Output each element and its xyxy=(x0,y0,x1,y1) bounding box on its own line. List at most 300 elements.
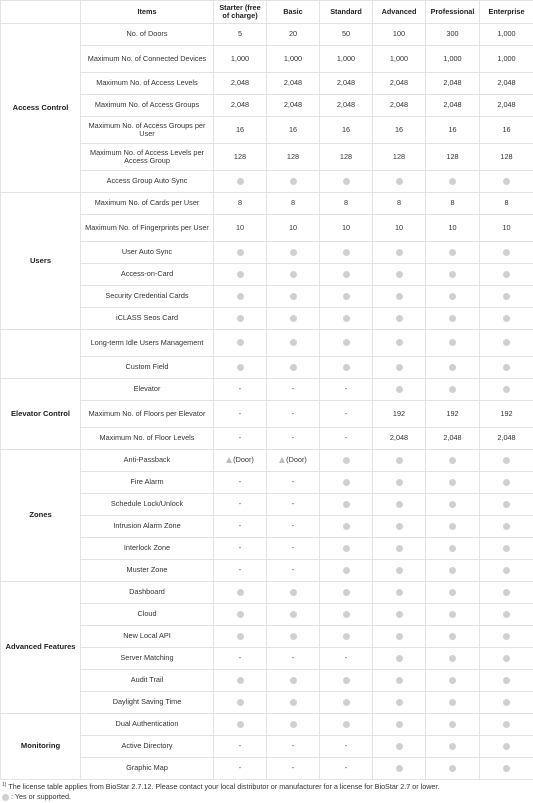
value-cell xyxy=(373,264,426,286)
value-cell xyxy=(214,582,267,604)
supported-dot-icon xyxy=(290,178,297,185)
value-cell: 8 xyxy=(267,193,320,215)
value-cell xyxy=(373,308,426,330)
table-row xyxy=(1,626,533,648)
value-cell xyxy=(214,670,267,692)
value-cell: - xyxy=(214,516,267,538)
value-cell xyxy=(214,242,267,264)
supported-dot-icon xyxy=(343,523,350,530)
value-cell: 50 xyxy=(320,24,373,46)
item-cell: Maximum No. of Fingerprints per User xyxy=(81,215,214,242)
value-cell xyxy=(320,670,373,692)
value-cell: - xyxy=(267,648,320,670)
value-cell xyxy=(373,582,426,604)
value-cell xyxy=(480,450,533,472)
partial-label: (Door) xyxy=(233,455,254,464)
table-row xyxy=(1,286,533,308)
header-edition-standard: Standard xyxy=(320,1,373,24)
value-cell xyxy=(426,604,480,626)
item-cell: New Local API xyxy=(81,626,214,648)
value-cell xyxy=(373,736,426,758)
value-cell: 2,048 xyxy=(426,428,480,450)
table-row xyxy=(1,171,533,193)
value-cell xyxy=(320,714,373,736)
value-cell: 1,000 xyxy=(320,46,373,73)
value-cell xyxy=(373,626,426,648)
value-cell xyxy=(426,516,480,538)
value-cell: 2,048 xyxy=(214,73,267,95)
supported-dot-icon xyxy=(290,699,297,706)
supported-dot-icon xyxy=(237,271,244,278)
supported-dot-icon xyxy=(449,655,456,662)
supported-dot-icon xyxy=(396,523,403,530)
table-row xyxy=(1,24,533,46)
supported-dot-icon xyxy=(343,178,350,185)
value-cell xyxy=(426,626,480,648)
supported-dot-icon xyxy=(449,677,456,684)
value-cell: - xyxy=(320,736,373,758)
item-cell: Security Credential Cards xyxy=(81,286,214,308)
value-cell: 1,000 xyxy=(267,46,320,73)
item-cell: Cloud xyxy=(81,604,214,626)
supported-dot-icon xyxy=(290,633,297,640)
supported-dot-icon xyxy=(449,523,456,530)
supported-dot-icon xyxy=(503,479,510,486)
value-cell xyxy=(214,308,267,330)
supported-dot-icon xyxy=(396,386,403,393)
category-cell: Access Control xyxy=(1,24,81,193)
value-cell xyxy=(373,670,426,692)
value-cell xyxy=(267,450,320,472)
supported-dot-icon xyxy=(503,655,510,662)
value-cell: 192 xyxy=(480,401,533,428)
item-cell: Access-on-Card xyxy=(81,264,214,286)
supported-dot-icon xyxy=(449,633,456,640)
value-cell xyxy=(480,242,533,264)
value-cell: - xyxy=(214,736,267,758)
value-cell xyxy=(373,648,426,670)
supported-dot-icon xyxy=(503,677,510,684)
supported-dot-icon xyxy=(503,589,510,596)
table-row xyxy=(1,117,533,144)
supported-dot-icon xyxy=(396,765,403,772)
value-cell xyxy=(373,538,426,560)
value-cell: 128 xyxy=(373,144,426,171)
value-cell: 2,048 xyxy=(426,95,480,117)
table-row xyxy=(1,264,533,286)
value-cell xyxy=(320,450,373,472)
supported-dot-icon xyxy=(290,249,297,256)
supported-dot-icon xyxy=(343,633,350,640)
value-cell: 2,048 xyxy=(480,73,533,95)
value-cell: 10 xyxy=(320,215,373,242)
value-cell xyxy=(320,582,373,604)
supported-dot-icon xyxy=(396,364,403,371)
supported-dot-icon xyxy=(343,501,350,508)
value-cell xyxy=(426,494,480,516)
value-cell xyxy=(320,286,373,308)
supported-dot-icon xyxy=(503,765,510,772)
supported-dot-icon xyxy=(343,293,350,300)
supported-dot-icon xyxy=(503,501,510,508)
value-cell xyxy=(320,516,373,538)
value-cell xyxy=(426,538,480,560)
value-cell xyxy=(267,171,320,193)
value-cell xyxy=(214,286,267,308)
supported-dot-icon xyxy=(290,315,297,322)
value-cell xyxy=(214,692,267,714)
value-cell: 300 xyxy=(426,24,480,46)
supported-dot-icon xyxy=(396,249,403,256)
item-cell: Dashboard xyxy=(81,582,214,604)
table-row xyxy=(1,308,533,330)
value-cell: 10 xyxy=(426,215,480,242)
value-cell: - xyxy=(267,538,320,560)
supported-dot-icon xyxy=(343,677,350,684)
value-cell xyxy=(267,626,320,648)
item-cell: Custom Field xyxy=(81,357,214,379)
value-cell xyxy=(267,670,320,692)
value-cell: 2,048 xyxy=(373,73,426,95)
value-cell xyxy=(426,242,480,264)
value-cell xyxy=(320,472,373,494)
item-cell: Intrusion Alarm Zone xyxy=(81,516,214,538)
supported-dot-icon xyxy=(396,178,403,185)
supported-dot-icon xyxy=(449,765,456,772)
value-cell xyxy=(426,670,480,692)
item-cell: Maximum No. of Access Groups per User xyxy=(81,117,214,144)
value-cell: 8 xyxy=(480,193,533,215)
supported-dot-icon xyxy=(290,339,297,346)
item-cell: Interlock Zone xyxy=(81,538,214,560)
item-cell: No. of Doors xyxy=(81,24,214,46)
supported-dot-icon xyxy=(396,457,403,464)
value-cell: 2,048 xyxy=(267,95,320,117)
item-cell: Maximum No. of Floors per Elevator xyxy=(81,401,214,428)
table-row xyxy=(1,714,533,736)
value-cell xyxy=(480,538,533,560)
value-cell xyxy=(267,604,320,626)
supported-dot-icon xyxy=(396,677,403,684)
partial-triangle-icon xyxy=(279,457,285,463)
value-cell xyxy=(373,286,426,308)
item-cell: iCLASS Seos Card xyxy=(81,308,214,330)
supported-dot-icon xyxy=(237,339,244,346)
footnote-mark: 1) xyxy=(2,782,6,788)
value-cell: 1,000 xyxy=(480,24,533,46)
supported-dot-icon xyxy=(237,677,244,684)
supported-dot-icon xyxy=(2,794,9,801)
item-cell: User Auto Sync xyxy=(81,242,214,264)
header-edition-advanced: Advanced xyxy=(373,1,426,24)
value-cell xyxy=(373,604,426,626)
supported-dot-icon xyxy=(290,677,297,684)
legend-text: : Yes or supported. xyxy=(11,792,71,801)
value-cell: - xyxy=(214,494,267,516)
value-cell: 20 xyxy=(267,24,320,46)
table-row xyxy=(1,95,533,117)
table-row xyxy=(1,215,533,242)
table-row xyxy=(1,582,533,604)
table-row xyxy=(1,193,533,215)
legend xyxy=(2,792,533,802)
value-cell: - xyxy=(320,428,373,450)
value-cell xyxy=(480,758,533,780)
table-row xyxy=(1,401,533,428)
value-cell xyxy=(320,308,373,330)
supported-dot-icon xyxy=(290,364,297,371)
supported-dot-icon xyxy=(449,545,456,552)
item-cell: Maximum No. of Cards per User xyxy=(81,193,214,215)
value-cell xyxy=(426,736,480,758)
value-cell: - xyxy=(267,516,320,538)
item-cell: Schedule Lock/Unlock xyxy=(81,494,214,516)
table-row xyxy=(1,428,533,450)
value-cell: 2,048 xyxy=(480,95,533,117)
value-cell xyxy=(214,330,267,357)
value-cell xyxy=(320,357,373,379)
value-cell: 128 xyxy=(267,144,320,171)
value-cell: - xyxy=(320,379,373,401)
value-cell xyxy=(426,758,480,780)
table-row xyxy=(1,648,533,670)
supported-dot-icon xyxy=(449,501,456,508)
supported-dot-icon xyxy=(503,633,510,640)
value-cell xyxy=(480,171,533,193)
item-cell: Audit Trail xyxy=(81,670,214,692)
supported-dot-icon xyxy=(396,633,403,640)
value-cell xyxy=(480,516,533,538)
supported-dot-icon xyxy=(343,271,350,278)
value-cell: 16 xyxy=(214,117,267,144)
value-cell: - xyxy=(267,758,320,780)
header-row xyxy=(1,1,533,24)
table-row xyxy=(1,516,533,538)
value-cell xyxy=(373,450,426,472)
category-cell: Monitoring xyxy=(1,714,81,780)
value-cell xyxy=(480,494,533,516)
item-cell: Anti-Passback xyxy=(81,450,214,472)
category-cell: Zones xyxy=(1,450,81,582)
header-edition-basic: Basic xyxy=(267,1,320,24)
supported-dot-icon xyxy=(343,721,350,728)
value-cell xyxy=(480,379,533,401)
value-cell xyxy=(214,714,267,736)
value-cell: - xyxy=(214,648,267,670)
table-row xyxy=(1,670,533,692)
supported-dot-icon xyxy=(237,633,244,640)
supported-dot-icon xyxy=(503,178,510,185)
value-cell xyxy=(480,648,533,670)
value-cell: 16 xyxy=(373,117,426,144)
supported-dot-icon xyxy=(449,293,456,300)
supported-dot-icon xyxy=(449,457,456,464)
item-cell: Active Directory xyxy=(81,736,214,758)
table-row xyxy=(1,46,533,73)
supported-dot-icon xyxy=(503,523,510,530)
value-cell xyxy=(214,357,267,379)
supported-dot-icon xyxy=(503,457,510,464)
value-cell: - xyxy=(267,736,320,758)
value-cell xyxy=(426,286,480,308)
table-row xyxy=(1,758,533,780)
item-cell: Maximum No. of Access Levels xyxy=(81,73,214,95)
value-cell: 10 xyxy=(480,215,533,242)
item-cell: Long-term Idle Users Management xyxy=(81,330,214,357)
value-cell xyxy=(426,582,480,604)
item-cell: Access Group Auto Sync xyxy=(81,171,214,193)
table-row xyxy=(1,450,533,472)
supported-dot-icon xyxy=(237,611,244,618)
partial-label: (Door) xyxy=(286,455,307,464)
supported-dot-icon xyxy=(449,271,456,278)
supported-dot-icon xyxy=(290,271,297,278)
value-cell xyxy=(426,648,480,670)
value-cell xyxy=(373,242,426,264)
value-cell xyxy=(373,758,426,780)
supported-dot-icon xyxy=(290,293,297,300)
value-cell: 8 xyxy=(373,193,426,215)
table-row xyxy=(1,604,533,626)
value-cell: 192 xyxy=(426,401,480,428)
supported-dot-icon xyxy=(396,589,403,596)
supported-dot-icon xyxy=(396,271,403,278)
value-cell: - xyxy=(214,758,267,780)
value-cell xyxy=(320,171,373,193)
value-cell: 5 xyxy=(214,24,267,46)
value-cell: 128 xyxy=(320,144,373,171)
supported-dot-icon xyxy=(237,364,244,371)
value-cell xyxy=(267,330,320,357)
category-cell: Elevator Control xyxy=(1,379,81,450)
supported-dot-icon xyxy=(449,699,456,706)
supported-dot-icon xyxy=(343,479,350,486)
value-cell: 128 xyxy=(214,144,267,171)
value-cell: - xyxy=(214,428,267,450)
supported-dot-icon xyxy=(449,721,456,728)
supported-dot-icon xyxy=(503,339,510,346)
supported-dot-icon xyxy=(449,178,456,185)
value-cell xyxy=(480,286,533,308)
value-cell xyxy=(373,171,426,193)
partial-triangle-icon xyxy=(226,457,232,463)
supported-dot-icon xyxy=(503,249,510,256)
value-cell xyxy=(480,264,533,286)
supported-dot-icon xyxy=(343,339,350,346)
footnote xyxy=(2,782,533,792)
value-cell xyxy=(267,692,320,714)
value-cell xyxy=(480,582,533,604)
value-cell xyxy=(373,330,426,357)
value-cell xyxy=(267,308,320,330)
table-row xyxy=(1,736,533,758)
value-cell xyxy=(480,472,533,494)
item-cell: Server Matching xyxy=(81,648,214,670)
value-cell xyxy=(373,379,426,401)
supported-dot-icon xyxy=(237,721,244,728)
supported-dot-icon xyxy=(396,699,403,706)
value-cell xyxy=(214,450,267,472)
value-cell xyxy=(480,692,533,714)
supported-dot-icon xyxy=(449,589,456,596)
value-cell xyxy=(480,308,533,330)
value-cell xyxy=(320,626,373,648)
supported-dot-icon xyxy=(290,589,297,596)
supported-dot-icon xyxy=(343,545,350,552)
value-cell: - xyxy=(267,428,320,450)
supported-dot-icon xyxy=(237,315,244,322)
supported-dot-icon xyxy=(396,315,403,322)
value-cell xyxy=(373,692,426,714)
table-row xyxy=(1,560,533,582)
header-items: Items xyxy=(81,1,214,24)
value-cell xyxy=(480,626,533,648)
supported-dot-icon xyxy=(396,743,403,750)
supported-dot-icon xyxy=(290,721,297,728)
value-cell: 16 xyxy=(426,117,480,144)
value-cell: 192 xyxy=(373,401,426,428)
value-cell xyxy=(267,714,320,736)
table-row xyxy=(1,379,533,401)
supported-dot-icon xyxy=(503,721,510,728)
supported-dot-icon xyxy=(396,545,403,552)
supported-dot-icon xyxy=(343,315,350,322)
value-cell: 100 xyxy=(373,24,426,46)
value-cell xyxy=(267,242,320,264)
table-row xyxy=(1,692,533,714)
value-cell: 2,048 xyxy=(426,73,480,95)
value-cell: - xyxy=(214,401,267,428)
supported-dot-icon xyxy=(503,364,510,371)
value-cell xyxy=(426,379,480,401)
value-cell xyxy=(480,357,533,379)
value-cell xyxy=(214,604,267,626)
value-cell xyxy=(267,264,320,286)
value-cell xyxy=(320,264,373,286)
value-cell: - xyxy=(214,379,267,401)
value-cell xyxy=(373,560,426,582)
value-cell xyxy=(214,626,267,648)
value-cell xyxy=(267,286,320,308)
notes xyxy=(0,780,533,803)
supported-dot-icon xyxy=(237,699,244,706)
supported-dot-icon xyxy=(237,178,244,185)
supported-dot-icon xyxy=(503,545,510,552)
supported-dot-icon xyxy=(396,655,403,662)
supported-dot-icon xyxy=(396,721,403,728)
value-cell xyxy=(214,264,267,286)
supported-dot-icon xyxy=(449,386,456,393)
item-cell: Muster Zone xyxy=(81,560,214,582)
value-cell xyxy=(320,330,373,357)
value-cell: - xyxy=(267,560,320,582)
category-cell xyxy=(1,330,81,379)
value-cell xyxy=(426,560,480,582)
value-cell xyxy=(426,357,480,379)
value-cell: - xyxy=(214,472,267,494)
value-cell xyxy=(373,494,426,516)
supported-dot-icon xyxy=(396,567,403,574)
supported-dot-icon xyxy=(449,567,456,574)
item-cell: Maximum No. of Access Levels per Access Group xyxy=(81,144,214,171)
value-cell: 8 xyxy=(426,193,480,215)
supported-dot-icon xyxy=(290,611,297,618)
value-cell: 10 xyxy=(214,215,267,242)
supported-dot-icon xyxy=(449,611,456,618)
value-cell: - xyxy=(214,538,267,560)
supported-dot-icon xyxy=(396,611,403,618)
value-cell xyxy=(267,582,320,604)
